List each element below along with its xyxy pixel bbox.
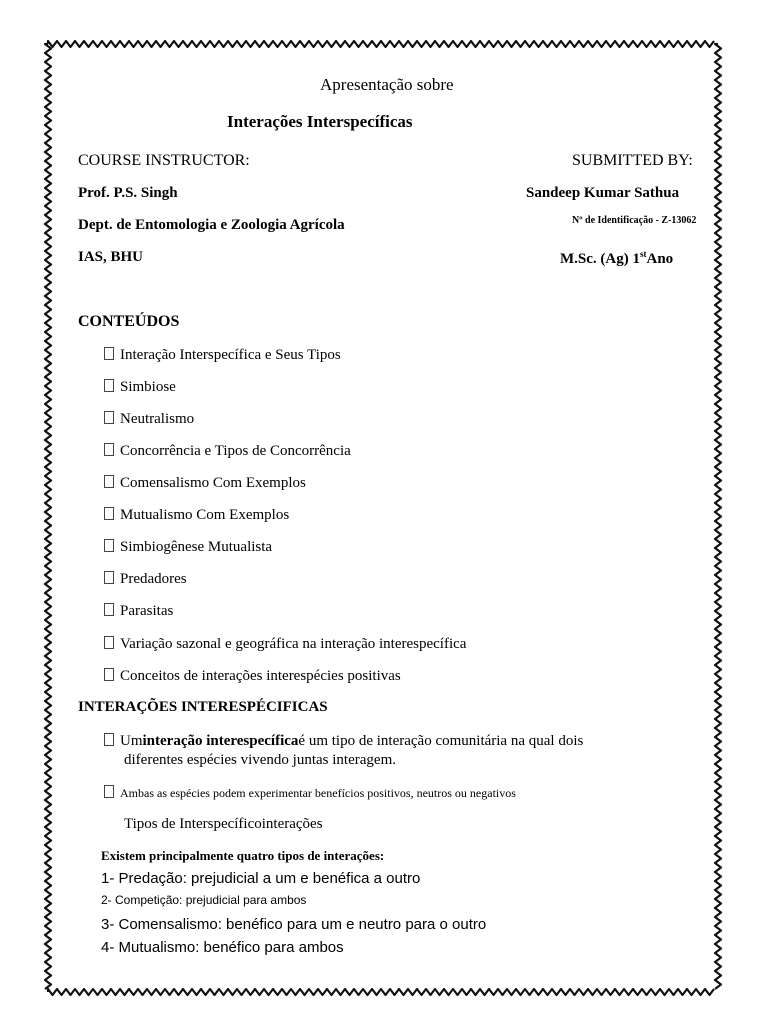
bullet-box-icon xyxy=(104,347,114,360)
contents-item: Simbiose xyxy=(104,379,176,395)
type-item: 3- Comensalismo: benéfico para um e neutro para o outro xyxy=(101,916,487,933)
presentation-subtitle: Apresentação sobre xyxy=(320,75,454,94)
contents-item: Parasitas xyxy=(104,603,173,619)
interactions-heading: INTERAÇÕES INTERESPÉCIFICAS xyxy=(78,699,328,715)
instructor-institute: IAS, BHU xyxy=(78,249,144,265)
bullet-box-icon xyxy=(104,539,114,552)
bullet-box-icon xyxy=(104,603,114,616)
types-heading: Tipos de Interspecíficointerações xyxy=(124,816,323,832)
degree-prefix: M.Sc. (Ag) 1 xyxy=(560,251,640,267)
border-zigzag xyxy=(45,44,51,989)
bullet-box-icon xyxy=(104,636,114,649)
course-instructor-label: COURSE INSTRUCTOR: xyxy=(78,152,250,169)
instructor-department: Dept. de Entomologia e Zoologia Agrícola xyxy=(78,217,345,233)
contents-item: Mutualismo Com Exemplos xyxy=(104,507,289,523)
bullet-box-icon xyxy=(104,411,114,424)
bullet-box-icon xyxy=(104,571,114,584)
contents-item: Concorrência e Tipos de Concorrência xyxy=(104,443,351,459)
bullet-box-icon xyxy=(104,507,114,520)
main-four-types: Existem principalmente quatro tipos de interações: xyxy=(101,848,385,863)
border-zigzag xyxy=(48,41,714,47)
contents-item: Predadores xyxy=(104,571,187,587)
bullet-box-icon xyxy=(104,475,114,488)
border-zigzag xyxy=(715,44,721,989)
presentation-title: Interações Interspecíficas xyxy=(227,112,413,131)
submitter-name: Sandeep Kumar Sathua xyxy=(526,185,680,201)
contents-item: Variação sazonal e geográfica na interação interespecífica xyxy=(104,636,466,652)
contents-item: Simbiogênese Mutualista xyxy=(104,539,272,555)
type-item: 2- Competição: prejudicial para ambos xyxy=(101,893,307,907)
contents-item: Neutralismo xyxy=(104,411,194,427)
bullet-box-icon xyxy=(104,733,114,746)
submitter-id: Nº de Identificação - Z-13062 xyxy=(572,215,697,226)
bullet-box-icon xyxy=(104,785,114,798)
contents-heading: CONTEÚDOS xyxy=(78,313,180,330)
benefits-paragraph: Ambas as espécies podem experimentar benefícios positivos, neutros ou negativos xyxy=(104,785,516,799)
instructor-name: Prof. P.S. Singh xyxy=(78,185,178,201)
bullet-box-icon xyxy=(104,379,114,392)
type-item: 4- Mutualismo: benéfico para ambos xyxy=(101,939,344,956)
bullet-box-icon xyxy=(104,443,114,456)
definition-paragraph-line2: diferentes espécies vivendo juntas interagem. xyxy=(124,752,396,768)
degree-superscript: st xyxy=(639,249,647,259)
contents-item: Conceitos de interações interespécies positivas xyxy=(104,668,401,684)
contents-item: Interação Interspecífica e Seus Tipos xyxy=(104,347,341,363)
type-item: 1- Predação: prejudicial a um e benéfica a outro xyxy=(101,870,421,887)
border-zigzag xyxy=(48,989,714,995)
submitted-by-label: SUBMITTED BY: xyxy=(572,152,693,169)
contents-item: Comensalismo Com Exemplos xyxy=(104,475,306,491)
submitter-degree xyxy=(560,250,673,267)
degree-suffix: Ano xyxy=(646,251,674,267)
bullet-box-icon xyxy=(104,668,114,681)
definition-paragraph: Uminteração interespecíficaé um tipo de interação comunitária na qual dois xyxy=(104,733,583,749)
